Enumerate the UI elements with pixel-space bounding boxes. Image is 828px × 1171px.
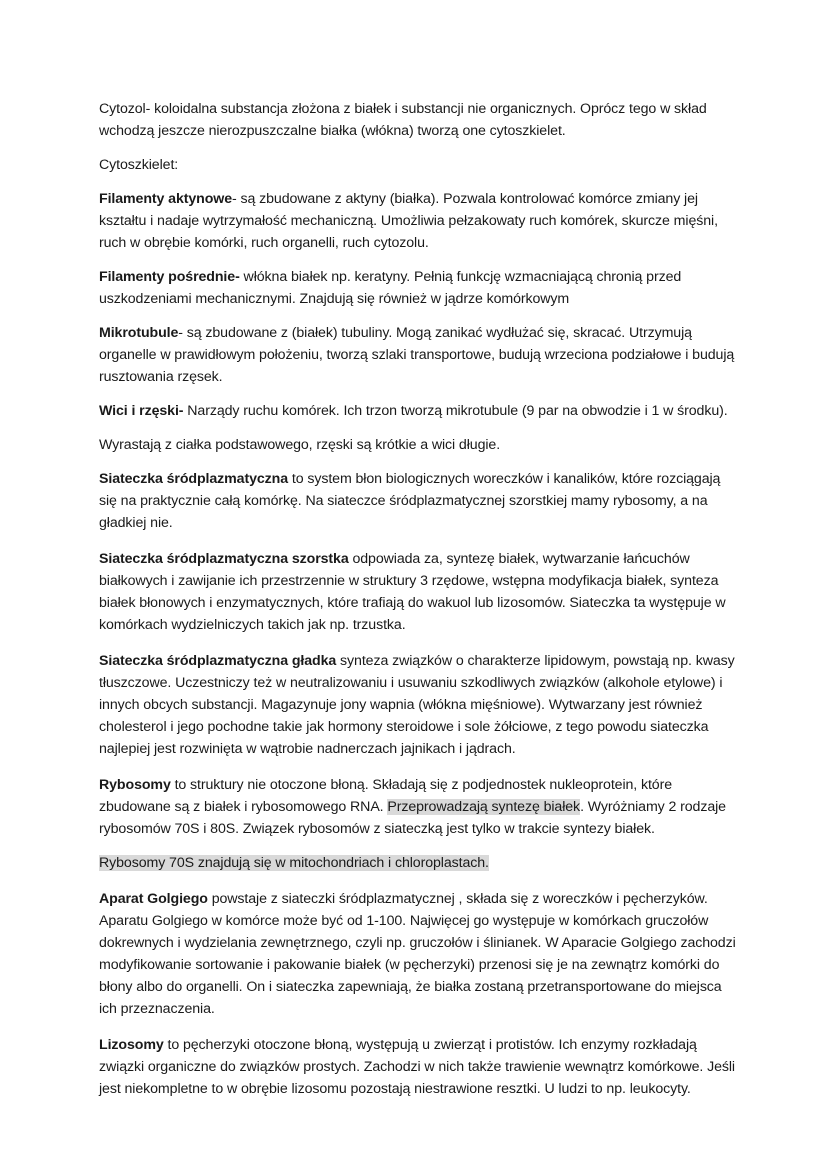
- paragraph-mikrotubule: Mikrotubule- są zbudowane z (białek) tubuliny. Mogą zanikać wydłużać się, skracać. Utrzymują organelle w prawidłowym położeniu, tworzą szlaki transportowe, budują wrzeciona podziałowe i budują rusztowania rzęsek.: [99, 325, 735, 385]
- term-siateczka-gladka: Siateczka śródplazmatyczna gładka: [99, 653, 337, 669]
- term-aparat-golgiego: Aparat Golgiego: [99, 891, 208, 907]
- paragraph-cialko-podstawowe: Wyrastają z ciałka podstawowego, rzęski są krótkie a wici długie.: [99, 437, 501, 453]
- paragraph-cytoszkielet-heading: Cytoszkielet:: [99, 157, 179, 173]
- highlighted-text: Rybosomy 70S znajdują się w mitochondriach i chloroplastach.: [99, 855, 489, 871]
- term-lizosomy: Lizosomy: [99, 1037, 164, 1053]
- paragraph-siateczka-gladka: Siateczka śródplazmatyczna gładka synteza związków o charakterze lipidowym, powstają np. kwasy tłuszczowe. Uczestniczy też w neutralizowaniu i usuwaniu szkodliwych związków (alkohole etylowe) i innych obcych substancji. Magazynuje jony wapnia (włókna mięśniowe). Wytwarzany jest również cholesterol i jego pochodne takie jak hormony steroidowe i sole żółciowe, z tego powodu siateczka najlepiej jest rozwinięta w wątrobie nadnerczach jajnikach i jądrach.: [99, 653, 735, 757]
- term-filamenty-aktynowe: Filamenty aktynowe: [99, 191, 233, 207]
- paragraph-rybosomy-note: [99, 852, 739, 874]
- paragraph-rybosomy: Rybosomy to struktury nie otoczone błoną. Składają się z podjednostek nukleoprotein, które zbudowane są z białek i rybosomowego RNA. Przeprowadzają syntezę białek. Wyróżniamy 2 rodzaje rybosomów 70S i 80S. Związek rybosomów z siateczką jest tylko w trakcie syntezy białek.: [99, 777, 726, 837]
- term-siateczka-szorstka: Siateczka śródplazmatyczna szorstka: [99, 551, 349, 567]
- term-filamenty-posrednie: Filamenty pośrednie-: [99, 269, 240, 285]
- term-wici-rzeski: Wici i rzęski-: [99, 403, 184, 419]
- paragraph-siateczka-szorstka: Siateczka śródplazmatyczna szorstka odpowiada za, syntezę białek, wytwarzanie łańcuchów białkowych i zawijanie ich przestrzennie w struktury 3 rzędowe, wstępna modyfikacja białek, synteza białek błonowych i enzymatycznych, które trafiają do wakuol lub lizosomów. Siateczka ta występuje w komórkach wydzielniczych takich jak np. trzustka.: [99, 551, 726, 633]
- paragraph-filamenty-aktynowe: Filamenty aktynowe- są zbudowane z aktyny (białka). Pozwala kontrolować komórce zmiany jej kształtu i nadaje wytrzymałość mechaniczną. Umożliwia pełzakowaty ruch komórek, skurcze mięśni, ruch w obrębie komórki, ruch organelli, ruch cytozolu.: [99, 191, 718, 251]
- term-rybosomy: Rybosomy: [99, 777, 171, 793]
- term-siateczka: Siateczka śródplazmatyczna: [99, 471, 289, 487]
- paragraph-siateczka: Siateczka śródplazmatyczna to system błon biologicznych woreczków i kanalików, które rozciągają się na praktycznie całą komórkę. Na siateczce śródplazmatycznej szorstkiej mamy rybosomy, a na gładkiej nie.: [99, 471, 721, 531]
- paragraph-aparat-golgiego: Aparat Golgiego powstaje z siateczki śródplazmatycznej , składa się z woreczków i pęcherzyków. Aparatu Golgiego w komórce może być od 1-100. Najwięcej go występuje w komórkach gruczołów dokrewnych i wydzielania zewnętrznego, czyli np. gruczołów i ślinianek. W Aparacie Golgiego zachodzi modyfikowanie sortowanie i pakowanie białek (w pęcherzyki) przenosi się je na zewnątrz komórki do błony albo do organelli. On i siateczka zapewniają, że białka zostaną przetransportowane do miejsca ich przeznaczenia.: [99, 891, 736, 1017]
- document-page: [99, 98, 739, 1112]
- paragraph-cytozol: Cytozol- koloidalna substancja złożona z białek i substancji nie organicznych. Oprócz tego w skład wchodzą jeszcze nierozpuszczalne białka (włókna) tworzą one cytoszkielet.: [99, 101, 707, 139]
- highlighted-text: Przeprowadzają syntezę białek: [387, 799, 581, 815]
- term-mikrotubule: Mikrotubule: [99, 325, 179, 341]
- paragraph-filamenty-posrednie: Filamenty pośrednie- włókna białek np. keratyny. Pełnią funkcję wzmacniającą chronią przed uszkodzeniami mechanicznymi. Znajdują się również w jądrze komórkowym: [99, 269, 682, 307]
- paragraph-lizosomy: Lizosomy to pęcherzyki otoczone błoną, występują u zwierząt i protistów. Ich enzymy rozkładają związki organiczne do związków prostych. Zachodzi w nich także trawienie wewnątrz komórkowe. Jeśli jest niekompletne to w obrębie lizosomu pozostają niestrawione resztki. U ludzi to np. leukocyty.: [99, 1037, 735, 1097]
- paragraph-wici-rzeski: Wici i rzęski- Narządy ruchu komórek. Ich trzon tworzą mikrotubule (9 par na obwodzie i 1 w środku).: [99, 403, 728, 419]
